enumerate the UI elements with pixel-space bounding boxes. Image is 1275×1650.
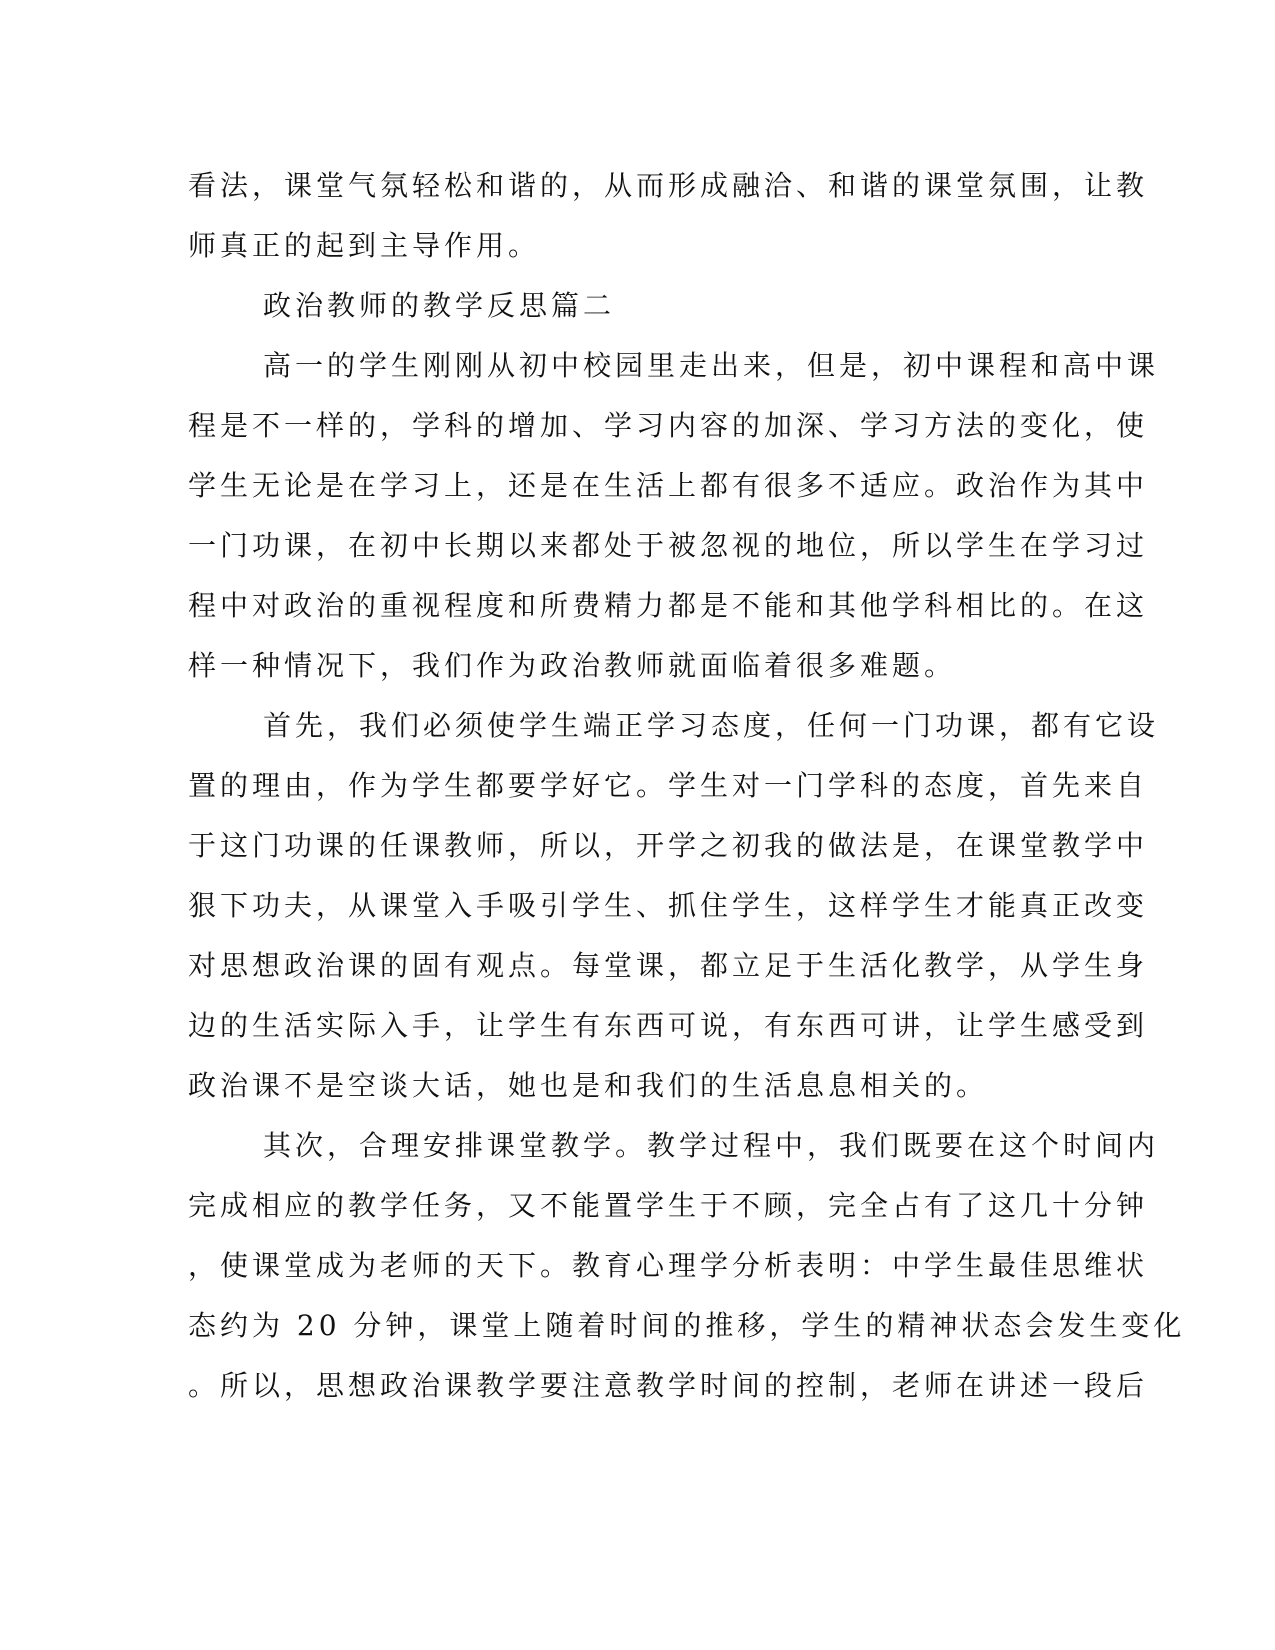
text-line: 狠下功夫，从课堂入手吸引学生、抓住学生，这样学生才能真正改变 [188, 889, 1149, 922]
text-line: 首先，我们必须使学生端正学习态度，任何一门功课，都有它设 [263, 709, 1160, 742]
text-line: 学生无论是在学习上，还是在生活上都有很多不适应。政治作为其中 [188, 469, 1149, 502]
text-line: 边的生活实际入手，让学生有东西可说，有东西可讲，让学生感受到 [188, 1009, 1149, 1042]
text-line: 程中对政治的重视程度和所费精力都是不能和其他学科相比的。在这 [188, 589, 1149, 622]
text-line: 置的理由，作为学生都要学好它。学生对一门学科的态度，首先来自 [188, 769, 1149, 802]
text-line: 其次，合理安排课堂教学。教学过程中，我们既要在这个时间内 [263, 1129, 1160, 1162]
text-line: 师真正的起到主导作用。 [188, 229, 541, 262]
text-line: 程是不一样的，学科的增加、学习内容的加深、学习方法的变化，使 [188, 409, 1149, 442]
text-line: 态约为 20 分钟，课堂上随着时间的推移，学生的精神状态会发生变化 [188, 1309, 1186, 1342]
text-line: 对思想政治课的固有观点。每堂课，都立足于生活化教学，从学生身 [188, 949, 1149, 982]
text-line: 高一的学生刚刚从初中校园里走出来，但是，初中课程和高中课 [263, 349, 1160, 382]
text-line: 于这门功课的任课教师，所以，开学之初我的做法是，在课堂教学中 [188, 829, 1149, 862]
body-text [188, 156, 1186, 1416]
text-line: 样一种情况下，我们作为政治教师就面临着很多难题。 [188, 649, 957, 682]
section-heading: 政治教师的教学反思篇二 [263, 289, 616, 322]
text-line: 政治课不是空谈大话，她也是和我们的生活息息相关的。 [188, 1069, 989, 1102]
text-line: ，使课堂成为老师的天下。教育心理学分析表明：中学生最佳思维状 [188, 1249, 1149, 1282]
text-line: 。所以，思想政治课教学要注意教学时间的控制，老师在讲述一段后 [188, 1369, 1149, 1402]
text-line: 一门功课，在初中长期以来都处于被忽视的地位，所以学生在学习过 [188, 529, 1149, 562]
text-line: 完成相应的教学任务，又不能置学生于不顾，完全占有了这几十分钟 [188, 1189, 1149, 1222]
text-line: 看法，课堂气氛轻松和谐的，从而形成融洽、和谐的课堂氛围，让教 [188, 169, 1149, 202]
